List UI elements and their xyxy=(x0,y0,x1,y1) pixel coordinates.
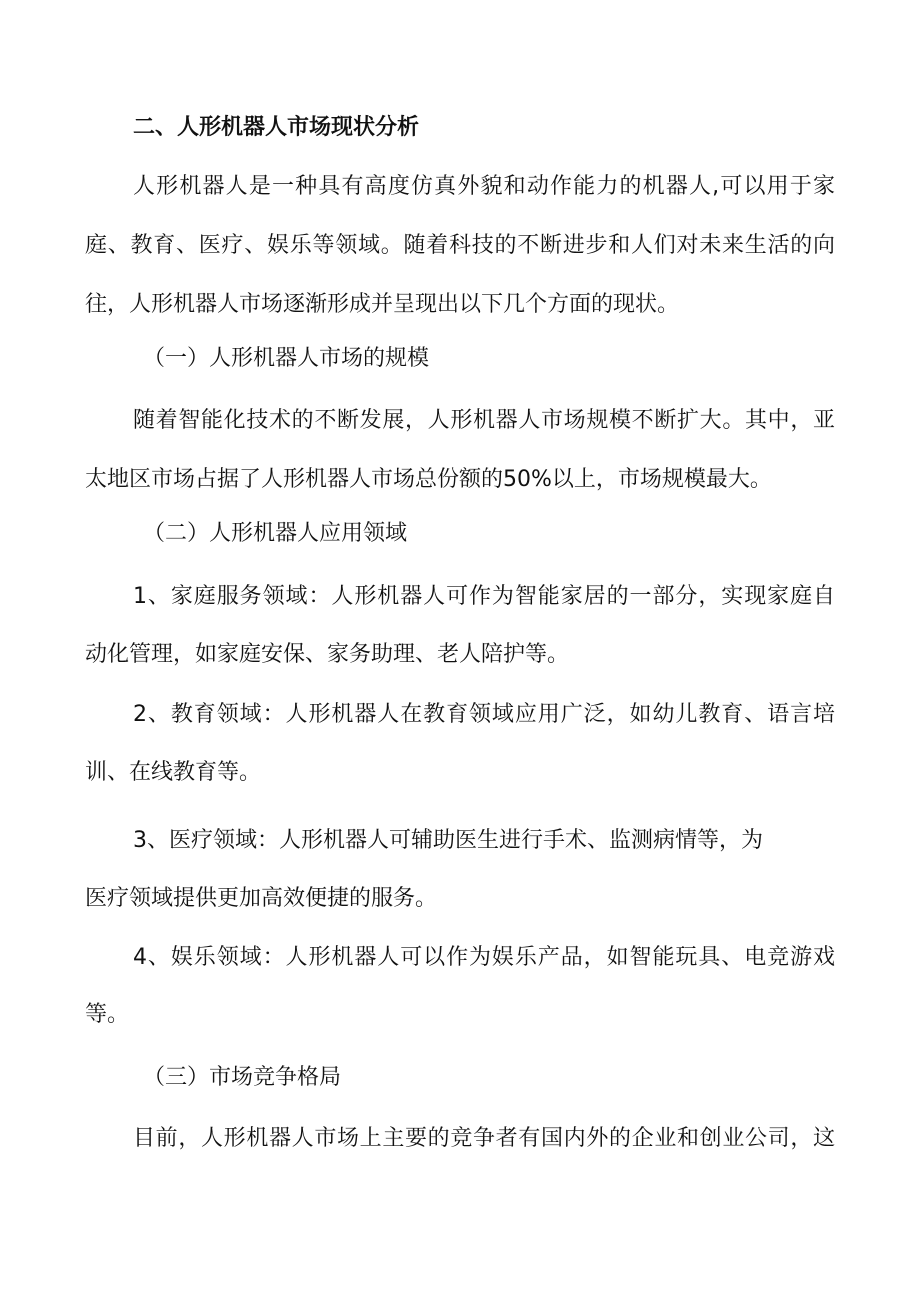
application-item-2-line-1: 2、教育领域：人形机器人在教育领域应用广泛，如幼儿教育、语言培 xyxy=(133,702,835,727)
competition-line-1: 目前，人形机器人市场上主要的竞争者有国内外的企业和创业公司，这 xyxy=(133,1126,835,1151)
section-heading: 二、人形机器人市场现状分析 xyxy=(133,115,420,140)
application-item-4-line-1: 4、娱乐领域：人形机器人可以作为娱乐产品，如智能玩具、电竞游戏 xyxy=(133,945,835,970)
application-item-2-line-2: 训、在线教育等。 xyxy=(85,760,262,785)
intro-line-3: 往，人形机器人市场逐渐形成并呈现出以下几个方面的现状。 xyxy=(85,292,680,317)
application-item-1-line-1: 1、家庭服务领域：人形机器人可作为智能家居的一部分，实现家庭自 xyxy=(133,584,835,609)
scale-line-2: 太地区市场占据了人形机器人市场总份额的50%以上，市场规模最大。 xyxy=(85,467,772,492)
subsection-heading-scale: （一）人形机器人市场的规模 xyxy=(143,346,430,371)
subsection-heading-applications: （二）人形机器人应用领域 xyxy=(143,521,408,546)
application-item-3-line-2: 医疗领域提供更加高效便捷的服务。 xyxy=(85,886,438,911)
subsection-heading-competition: （三）市场竞争格局 xyxy=(143,1065,342,1090)
application-item-4-line-2: 等。 xyxy=(85,1002,130,1027)
application-item-3-line-1: 3、医疗领域：人形机器人可辅助医生进行手术、监测病情等，为 xyxy=(133,828,763,853)
intro-line-2: 庭、教育、医疗、娱乐等领域。随着科技的不断进步和人们对未来生活的向 xyxy=(85,233,835,258)
scale-line-1: 随着智能化技术的不断发展，人形机器人市场规模不断扩大。其中，亚 xyxy=(133,408,835,433)
application-item-1-line-2: 动化管理，如家庭安保、家务助理、老人陪护等。 xyxy=(85,642,570,667)
intro-line-1: 人形机器人是一种具有高度仿真外貌和动作能力的机器人,可以用于家 xyxy=(133,174,835,199)
